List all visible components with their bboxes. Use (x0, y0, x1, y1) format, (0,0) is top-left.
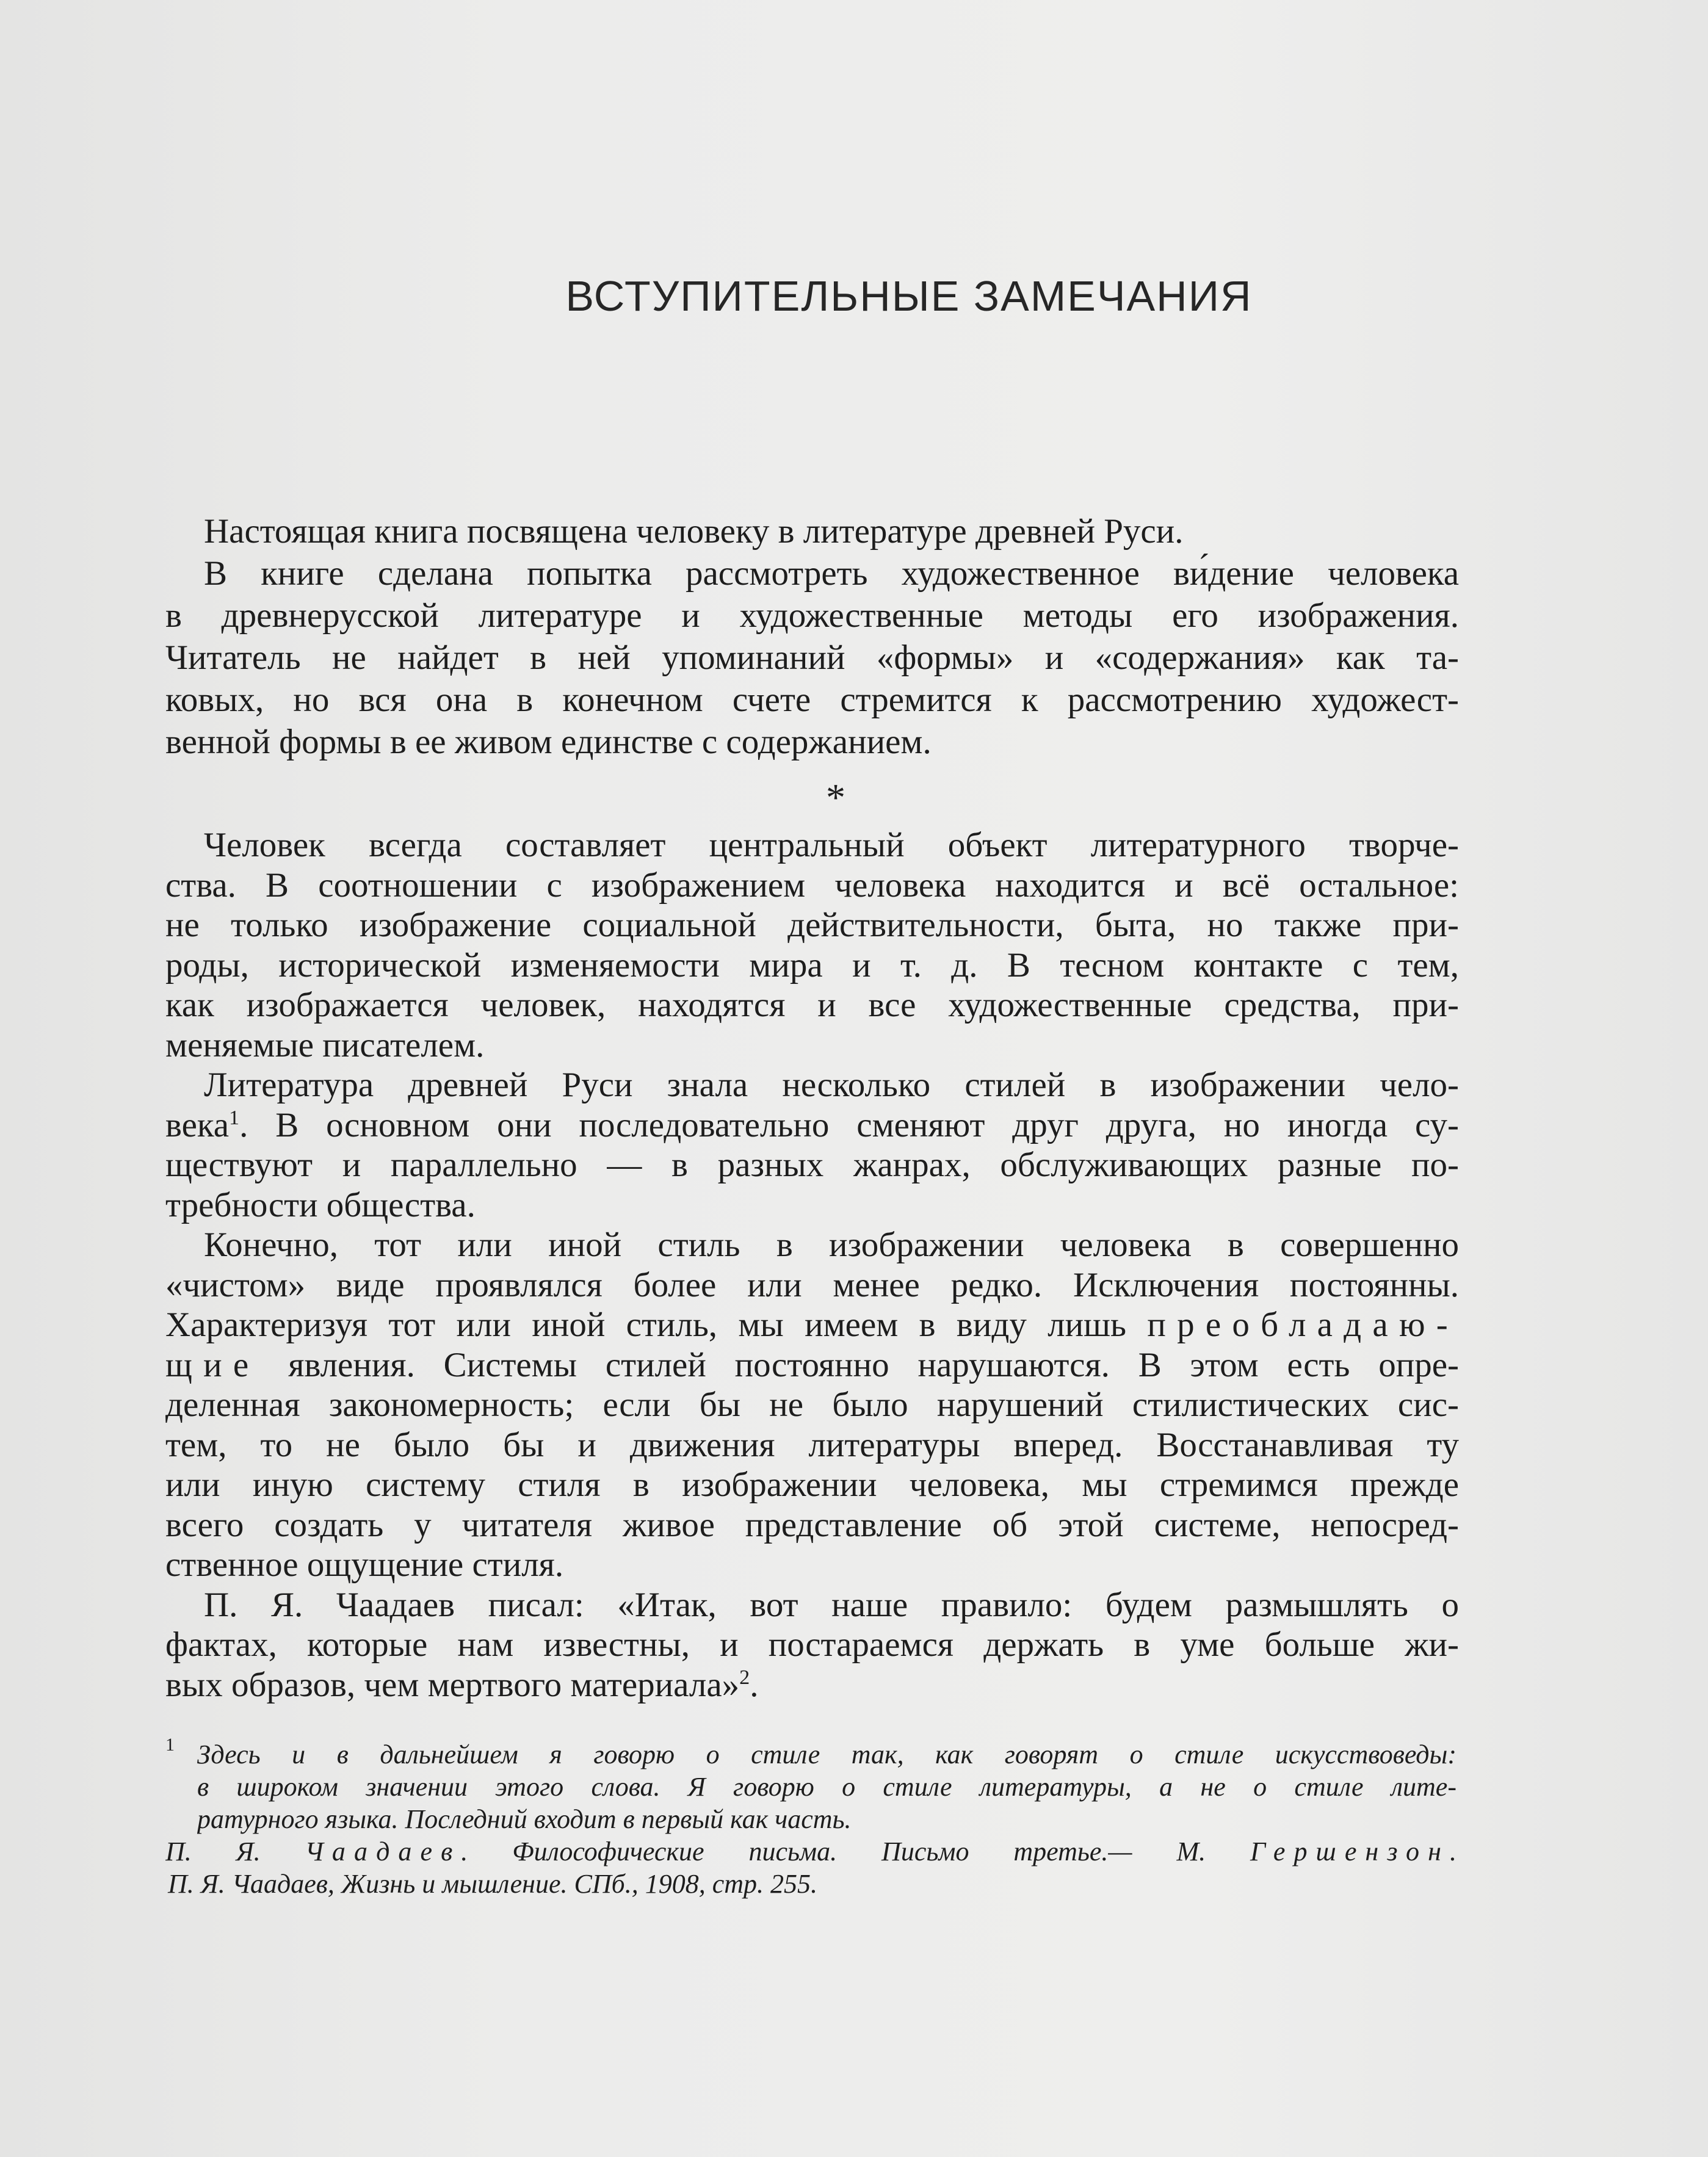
footnote-reference: 2 (739, 1666, 750, 1689)
spaced-emphasis: преобладаю- (1147, 1306, 1459, 1344)
text-line: Здесь и в дальнейшем я говорю о стиле так, как говорят о стиле искусствоведы: (197, 1740, 1457, 1769)
text-line: Характеризуя тот или иной стиль, мы имеем в виду лишь преобладаю- (165, 1306, 1459, 1344)
text-line: всего создать у читателя живое представление об этой системе, непосред- (165, 1505, 1459, 1544)
text-line: «чистом» виде проявлялся более или менее редко. Исключения постоянны. (165, 1265, 1459, 1304)
chapter-title: ВСТУПИТЕЛЬНЫЕ ЗАМЕЧАНИЯ (565, 272, 1253, 320)
footnote-marker: 1 (165, 1735, 175, 1755)
text-line: Конечно, тот или иной стиль в изображении человека в совершенно (204, 1226, 1459, 1264)
text-line: века$^1$. В основном они последовательно сменяют друг друга, но иногда су- (165, 1105, 1459, 1144)
text-line: деленная закономерность; если бы не было нарушений стилистических сис- (165, 1386, 1459, 1424)
text-line: П. Я. Чаадаев писал: «Итак, вот наше правило: будем размышлять о (204, 1585, 1459, 1624)
intro-paragraph (165, 510, 1459, 763)
text-line: В книге сделана попытка рассмотреть художественное ви́дение человека (204, 554, 1459, 593)
footnotes (165, 1735, 1457, 1900)
text-line: Литература древней Руси знала несколько стилей в изображении чело- (204, 1066, 1459, 1104)
text-line: ковых, но вся она в конечном счете стремится к рассмотрению художест- (165, 681, 1459, 719)
text-line: как изображается человек, находятся и все художественные средства, при- (165, 986, 1459, 1024)
footnote (165, 1735, 1457, 1835)
text-line: ственное ощущение стиля. (165, 1545, 564, 1584)
text-line: фактах, которые нам известны, и постараемся держать в уме больше жи- (165, 1625, 1459, 1664)
text-line: ратурного языка. Последний входит в первый как часть. (197, 1804, 852, 1834)
text-line: ществуют и параллельно — в разных жанрах, обслуживающих разные по- (165, 1146, 1459, 1184)
spaced-emphasis: Чаадаев (305, 1837, 461, 1866)
text-line: П. Я. Чаадаев. Философические письма. Письмо третье.— М. Гершензон. (165, 1837, 1457, 1866)
text-line: меняемые писателем. (165, 1025, 485, 1064)
text-line: роды, исторической изменяемости мира и т. д. В тесном контакте с тем, (165, 945, 1459, 985)
text-line: венной формы в ее живом единстве с содержанием. (165, 723, 932, 761)
text-line: требности общества. (165, 1185, 476, 1224)
text-line: в древнерусской литературе и художественные методы его изображения. (165, 596, 1459, 635)
text-line: Настоящая книга посвящена человеку в литературе древней Руси. (204, 512, 1184, 551)
spaced-emphasis: Гершензон (1250, 1837, 1450, 1866)
footnote-reference: 1 (229, 1106, 240, 1129)
text-line: вых образов, чем мертвого материала»$^2$. (165, 1665, 759, 1704)
section-divider-asterisk: * (826, 776, 845, 819)
text-line: в широком значении этого слова. Я говорю о стиле литературы, а не о стиле лите- (197, 1772, 1457, 1802)
text-line: тем, то не было бы и движения литературы вперед. Восстанавливая ту (165, 1425, 1459, 1464)
text-line: не только изображение социальной действительности, быта, но также при- (165, 906, 1459, 944)
body-text (165, 825, 1459, 1705)
text-line: или иную систему стиля в изображении человека, мы стремимся прежде (165, 1465, 1459, 1504)
text-line: Человек всегда составляет центральный объект литературного творче- (204, 826, 1459, 864)
footnote (165, 1835, 1457, 1900)
spaced-emphasis: щие (165, 1345, 260, 1384)
text-line: Читатель не найдет в ней упоминаний «формы» и «содержания» как та- (165, 638, 1459, 677)
text-line: ства. В соотношении с изображением человека находится и всё остальное: (165, 865, 1459, 905)
text-line: П. Я. Чаадаев, Жизнь и мышление. СПб., 1908, стр. 255. (168, 1869, 818, 1899)
text-line: щие явления. Системы стилей постоянно нарушаются. В этом есть опре- (165, 1345, 1459, 1384)
